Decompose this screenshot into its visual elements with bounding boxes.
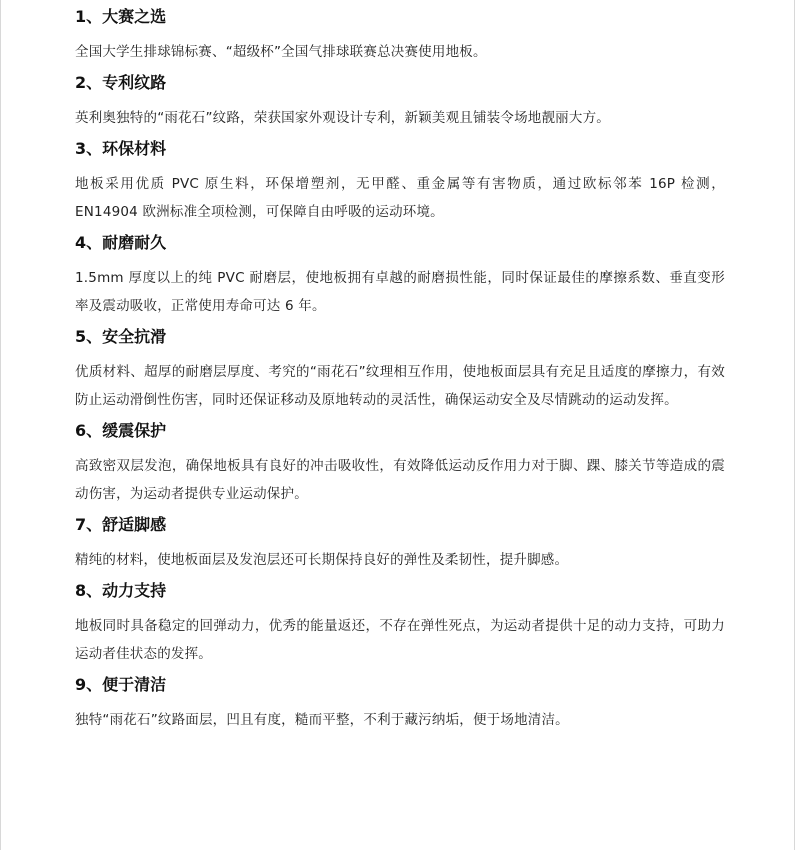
feature-section [75, 138, 725, 226]
section-heading: 4、耐磨耐久 [75, 233, 167, 252]
section-body: 1.5mm 厚度以上的纯 PVC 耐磨层，使地板拥有卓越的耐磨损性能，同时保证最佳的摩擦系数、垂直变形率及震动吸收，正常使用寿命可达 6 年。 [75, 270, 725, 314]
section-body: 优质材料、超厚的耐磨层厚度、考究的“雨花石”纹理相互作用，使地板面层具有充足且适度的摩擦力，有效防止运动滑倒性伤害，同时还保证移动及原地转动的灵活性，确保运动安全及尽情跳动的运动发挥。 [75, 364, 725, 408]
page-border-left [0, 0, 1, 850]
section-heading: 8、动力支持 [75, 581, 167, 600]
feature-section [75, 232, 725, 320]
section-body: 独特“雨花石”纹路面层，凹且有度，糙而平整，不利于藏污纳垢，便于场地清洁。 [75, 712, 569, 728]
section-body: 全国大学生排球锦标赛、“超级杯”全国气排球联赛总决赛使用地板。 [75, 44, 487, 60]
feature-document [75, 6, 725, 740]
section-heading: 2、专利纹路 [75, 73, 167, 92]
feature-section [75, 420, 725, 508]
feature-section [75, 580, 725, 668]
section-body: 地板采用优质 PVC 原生料，环保增塑剂，无甲醛、重金属等有害物质，通过欧标邻苯 16P 检测，EN14904 欧洲标准全项检测，可保障自由呼吸的运动环境。 [75, 176, 725, 220]
section-heading: 6、缓震保护 [75, 421, 167, 440]
section-body: 精纯的材料，使地板面层及发泡层还可长期保持良好的弹性及柔韧性，提升脚感。 [75, 552, 569, 568]
feature-section [75, 514, 725, 574]
section-body: 高致密双层发泡，确保地板具有良好的冲击吸收性，有效降低运动反作用力对于脚、踝、膝关节等造成的震动伤害，为运动者提供专业运动保护。 [75, 458, 725, 502]
section-heading: 1、大赛之选 [75, 7, 167, 26]
feature-section [75, 6, 725, 66]
feature-section [75, 326, 725, 414]
section-heading: 9、便于清洁 [75, 675, 167, 694]
feature-section [75, 674, 725, 734]
section-heading: 7、舒适脚感 [75, 515, 167, 534]
section-heading: 5、安全抗滑 [75, 327, 167, 346]
feature-section [75, 72, 725, 132]
section-body: 地板同时具备稳定的回弹动力，优秀的能量返还，不存在弹性死点，为运动者提供十足的动力支持，可助力运动者佳状态的发挥。 [75, 618, 725, 662]
section-body: 英利奥独特的“雨花石”纹路，荣获国家外观设计专利，新颖美观且铺装令场地靓丽大方。 [75, 110, 610, 126]
section-heading: 3、环保材料 [75, 139, 167, 158]
